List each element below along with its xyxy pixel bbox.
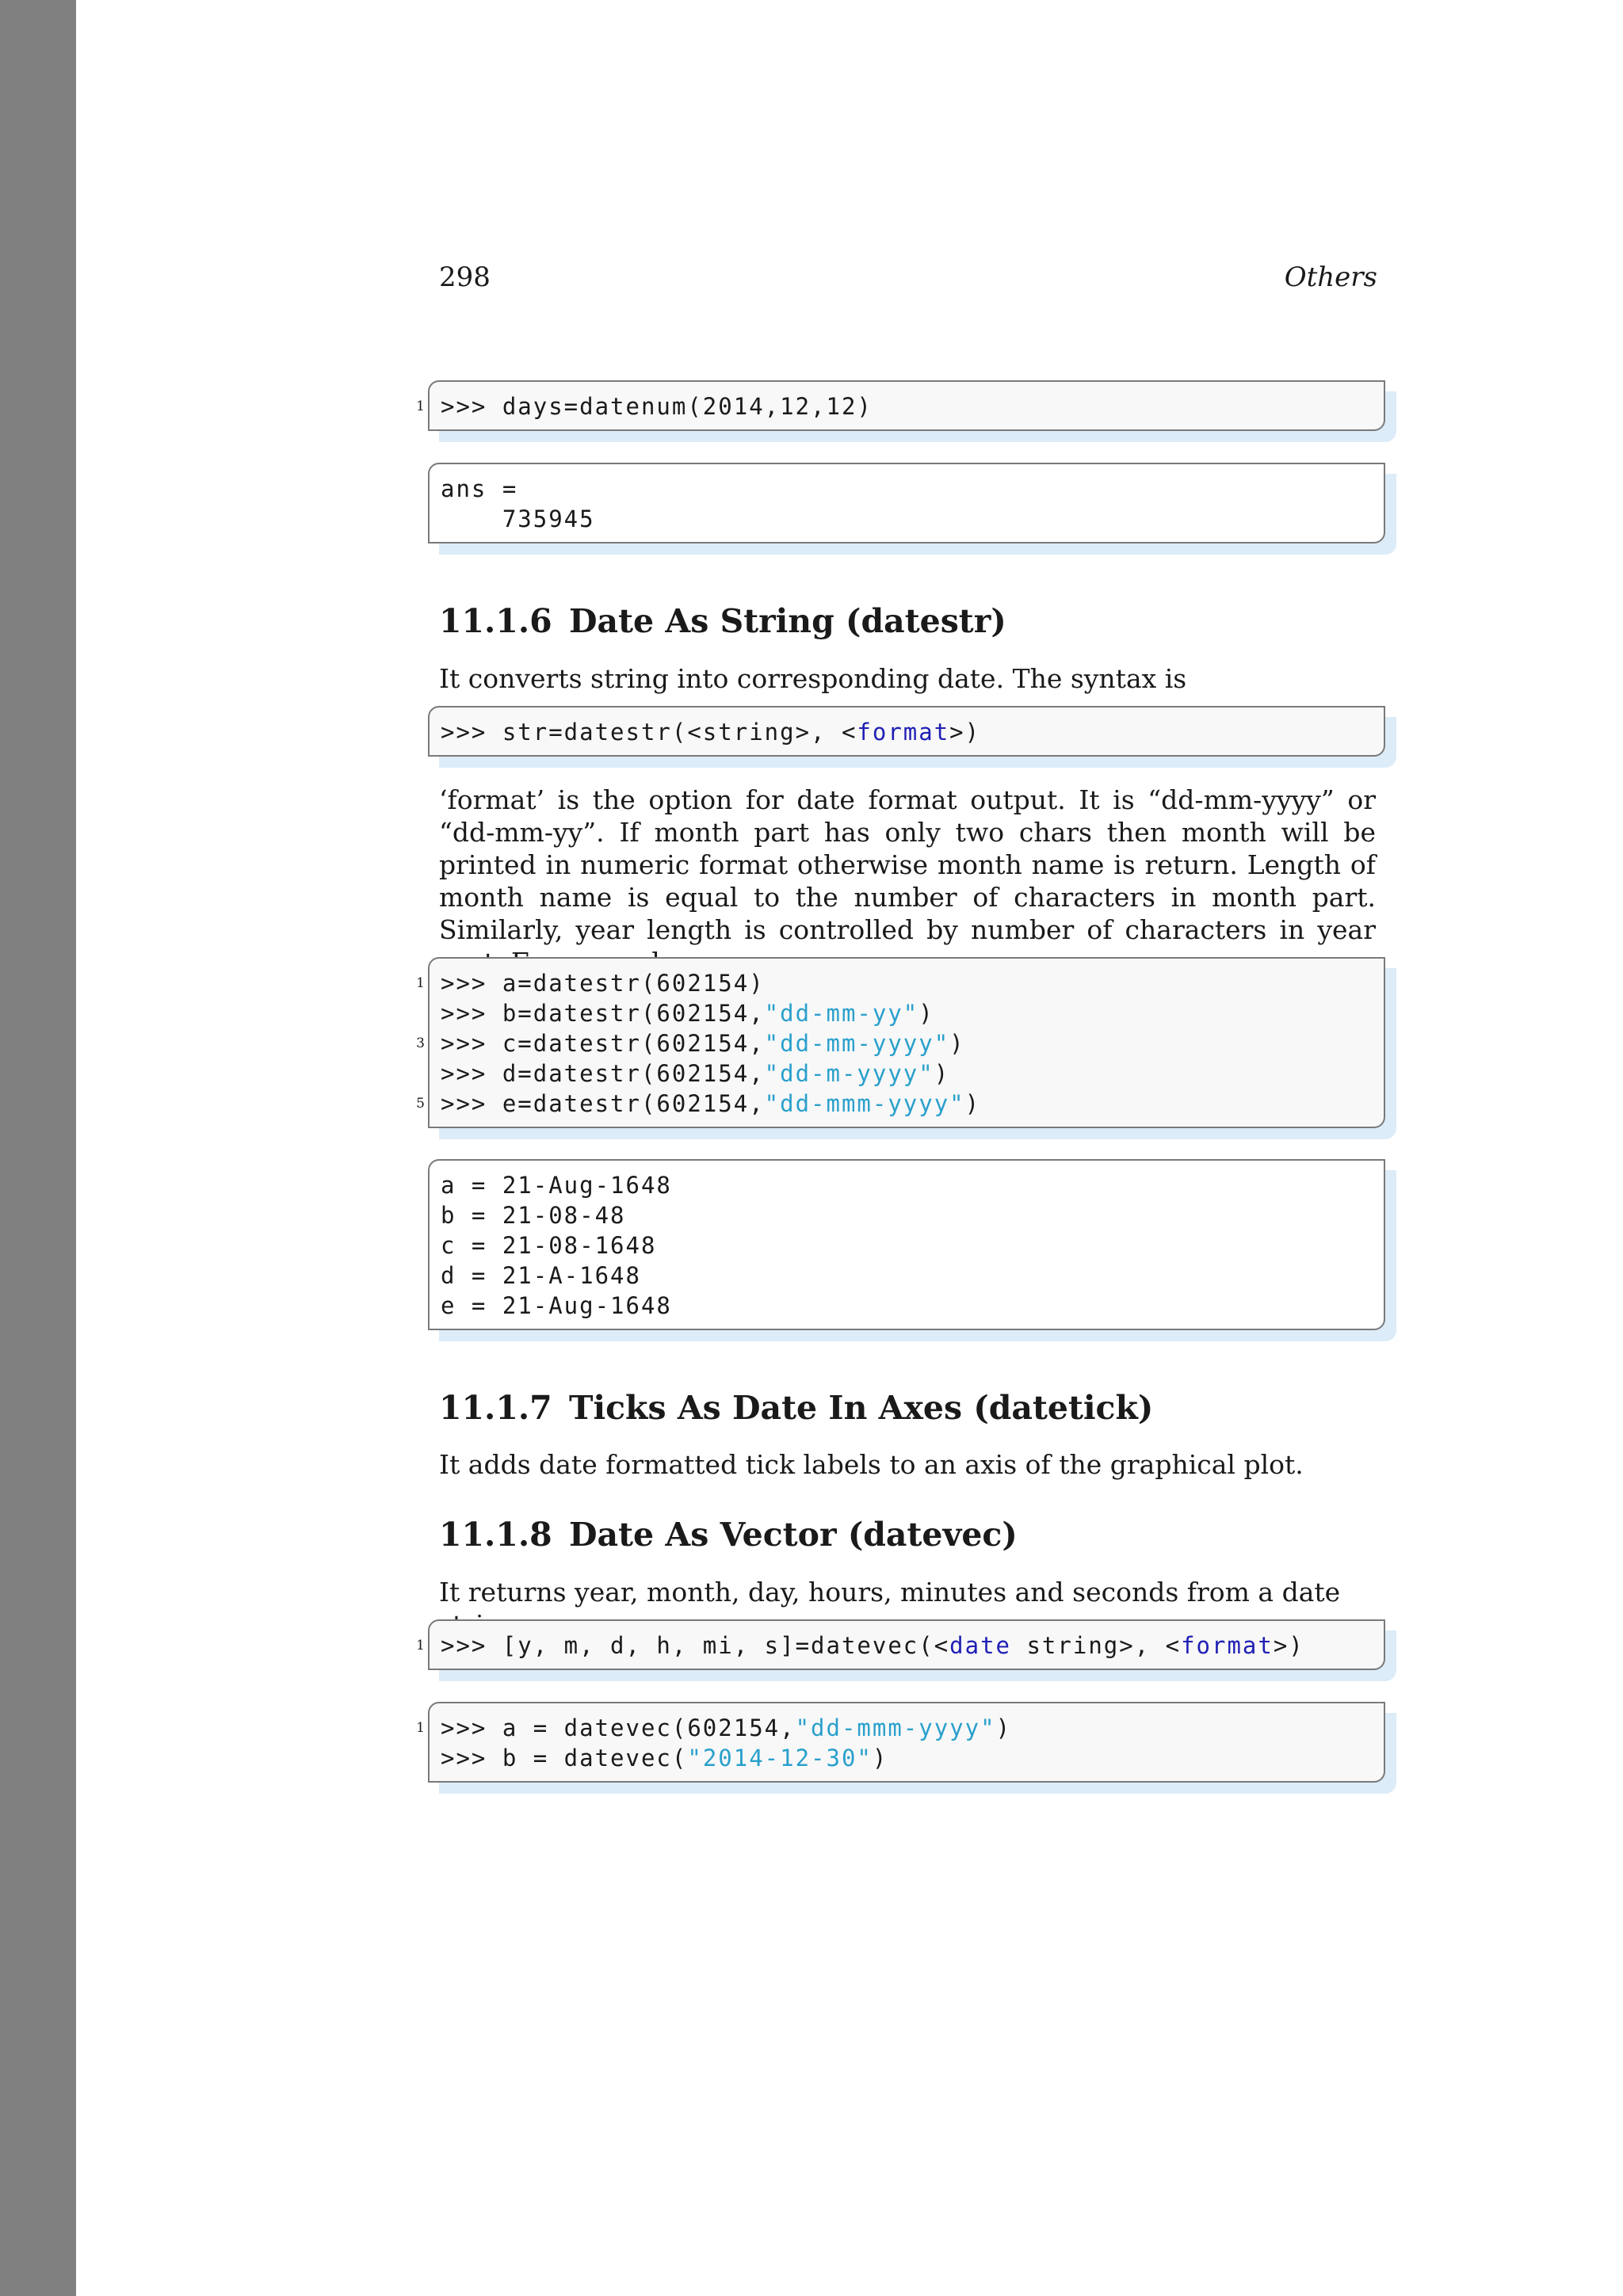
code-block-datenum [416,380,1385,431]
section-number: 11.1.8 [439,1516,552,1554]
code-text: >>> days=datenum(2014,12,12) [441,393,873,420]
code-line [416,968,1384,998]
code-line [416,1089,1384,1119]
code-text: >>> a=datestr(602154) [441,970,765,997]
section-heading-11-1-7 [439,1389,1153,1427]
section-number: 11.1.7 [439,1389,552,1427]
code-line [416,1713,1384,1743]
paragraph-datetick: It adds date formatted tick labels to an axis of the graphical plot. [439,1449,1304,1480]
code-line [441,1291,1384,1321]
code-text: >>> e=datestr(602154, [441,1090,765,1117]
page-number: 298 [439,261,491,293]
code-text: >) [1273,1632,1304,1659]
code-text: >>> c=datestr(602154, [441,1030,765,1057]
code-text: c = 21-08-1648 [441,1232,657,1259]
output-block-datenum [428,463,1385,543]
paragraph-datevec: It returns year, month, day, hours, minutes and seconds from a date [439,1577,1341,1608]
code-keyword: date [949,1632,1012,1659]
code-text: ans = [441,475,518,502]
string-literal: "dd-mm-yy" [764,1000,919,1027]
code-text: ) [872,1745,888,1772]
code-text: >>> d=datestr(602154, [441,1060,765,1087]
line-number: 5 [416,1096,425,1112]
section-number: 11.1.6 [439,602,552,640]
string-literal: "dd-mmm-yyyy" [764,1090,965,1117]
output-block-datestr [428,1159,1385,1330]
string-literal: "dd-mmm-yyyy" [795,1714,996,1741]
code-text: >>> a = datevec(602154, [441,1714,796,1741]
code-text: ) [995,1714,1012,1741]
code-block-datevec-examples [416,1702,1385,1783]
code-line [441,1261,1384,1291]
paragraph-datestr-intro: It converts string into corresponding date. The syntax is [439,663,1187,694]
section-heading-11-1-8 [439,1516,1018,1554]
code-text: 735945 [441,505,595,532]
code-text: ) [949,1030,965,1057]
line-number: 1 [416,975,425,991]
string-literal: "dd-m-yyyy" [764,1060,934,1087]
code-text: >>> str=datestr(<string>, < [441,719,857,746]
code-text: >>> [y, m, d, h, mi, s]=datevec(< [441,1632,950,1659]
code-text: e = 21-Aug-1648 [441,1292,672,1319]
code-text: >) [949,719,981,746]
code-text: >>> b = datevec( [441,1745,688,1772]
line-number: 1 [416,1720,425,1736]
code-line [441,1200,1384,1230]
code-line [441,1058,1384,1089]
code-line [441,474,1384,504]
code-text: string>, < [1011,1632,1182,1659]
line-number: 3 [416,1035,425,1051]
code-block-datestr-syntax [428,706,1385,757]
line-number: 1 [416,1638,425,1653]
running-head: Others [1284,261,1377,293]
code-keyword: format [1181,1632,1274,1659]
code-line [416,391,1384,421]
code-block-datevec-syntax [416,1619,1385,1670]
code-line [416,1630,1384,1661]
code-keyword: format [857,719,950,746]
code-text: d = 21-A-1648 [441,1262,641,1289]
code-text: ) [964,1090,981,1117]
code-text: >>> b=datestr(602154, [441,1000,765,1027]
code-line [441,1743,1384,1773]
section-title: Date As String (datestr) [569,602,1006,640]
code-text: ) [934,1060,950,1087]
section-title: Ticks As Date In Axes (datetick) [569,1389,1154,1427]
code-text: b = 21-08-48 [441,1202,626,1229]
code-text: ) [918,1000,934,1027]
code-line [441,1170,1384,1200]
code-block-datestr-examples [416,957,1385,1128]
string-literal: "2014-12-30" [687,1745,873,1772]
code-line [416,1028,1384,1058]
code-text: a = 21-Aug-1648 [441,1172,672,1199]
code-line [441,998,1384,1028]
paragraph-format-description: ‘format’ is the option for date format output. It is “dd-mm-yyyy” or “dd-mm-yy”. If month part has only two chars then month will be printed in numeric format otherwise month name is return. Length of month name is equal to the number of characters in month part. Similarly, year length is controlled by number of characters in year [439,784,1376,945]
code-line [441,1230,1384,1261]
code-line [441,717,1384,747]
page-sidebar-bar [0,0,76,2296]
line-number: 1 [416,399,425,414]
section-title: Date As Vector (datevec) [569,1516,1018,1554]
code-line [441,504,1384,534]
string-literal: "dd-mm-yyyy" [764,1030,950,1057]
section-heading-11-1-6 [439,602,1006,640]
